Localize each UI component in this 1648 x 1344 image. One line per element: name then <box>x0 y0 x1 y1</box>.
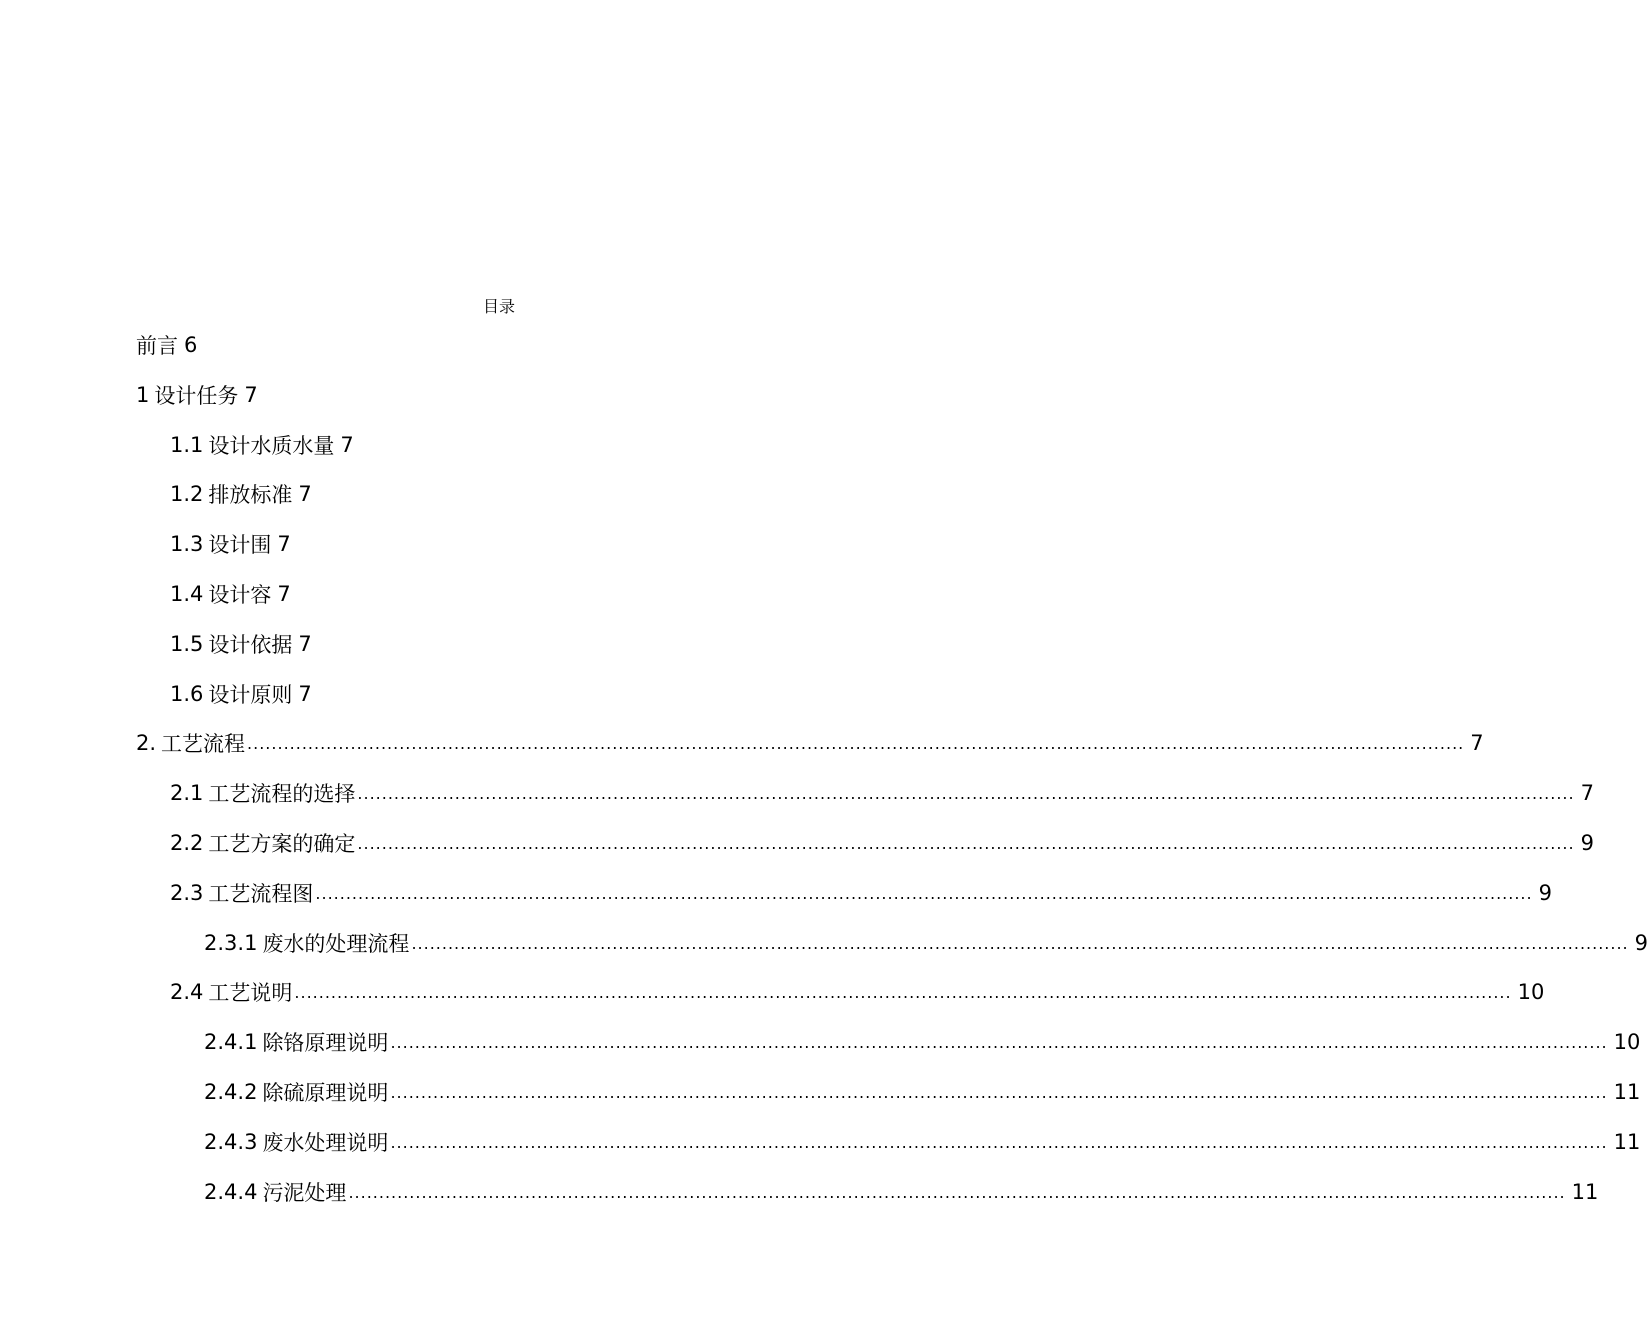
toc-entry-page-number: 7 <box>1580 781 1594 806</box>
toc-dot-leader: ........................................................................................................................................................................................................ <box>411 933 1629 953</box>
toc-entry-title: 工艺方案的确定 <box>208 832 356 856</box>
toc-entry-title: 前言 <box>136 334 178 358</box>
toc-entry-title: 废水的处理流程 <box>262 931 410 956</box>
toc-entry[interactable] <box>204 1167 1599 1217</box>
toc-entry[interactable] <box>204 918 1648 968</box>
toc-entry-title: 工艺流程的选择 <box>208 782 356 807</box>
toc-dot-leader: ........................................................................................................................................................................................................ <box>357 834 1575 853</box>
toc-entry-title: 污泥处理 <box>262 1180 347 1205</box>
toc-entry[interactable] <box>204 1117 1641 1167</box>
toc-entry[interactable] <box>170 768 1594 818</box>
toc-entry-title: 设计任务 <box>154 383 239 408</box>
toc-entry[interactable] <box>204 1017 1641 1067</box>
toc-entry-number: 2. <box>136 731 157 756</box>
toc-entry-page-number: 7 <box>244 382 258 407</box>
toc-entry-page-number: 10 <box>1613 1030 1641 1055</box>
toc-dot-leader: ........................................................................................................................................................................................................ <box>315 883 1533 903</box>
toc-entry-title: 除硫原理说明 <box>262 1081 389 1105</box>
toc-entry[interactable] <box>170 619 312 669</box>
toc-entry-title: 设计容 <box>208 583 272 607</box>
toc-entry-page-number: 7 <box>340 432 354 457</box>
toc-entry-page-number: 7 <box>277 582 291 606</box>
toc-entry-number: 1.6 <box>170 681 204 706</box>
toc-entry-number: 2.4.4 <box>204 1179 258 1204</box>
toc-entry-page-number: 7 <box>298 631 312 656</box>
toc-entry-number: 2.3 <box>170 880 204 905</box>
toc-dot-leader: ........................................................................................................................................................................................................ <box>390 1132 1608 1152</box>
toc-entry[interactable] <box>136 320 197 370</box>
toc-entry-number: 2.1 <box>170 781 204 806</box>
toc-entry[interactable] <box>170 868 1552 918</box>
toc-entry-page-number: 7 <box>298 681 312 706</box>
toc-entry[interactable] <box>170 519 291 569</box>
toc-entry[interactable] <box>170 669 312 719</box>
toc-dot-leader: ........................................................................................................................................................................................................ <box>390 1083 1608 1102</box>
toc-entry-number: 2.4.1 <box>204 1030 258 1055</box>
toc-entry-page-number: 9 <box>1580 831 1594 855</box>
toc-entry-page-number: 9 <box>1634 930 1648 955</box>
toc-entry[interactable] <box>136 370 258 420</box>
toc-entry-number: 1 <box>136 382 150 407</box>
toc-entry-title: 除铬原理说明 <box>262 1031 389 1056</box>
toc-entry-page-number: 11 <box>1613 1129 1641 1154</box>
toc-entry-title: 设计水质水量 <box>208 433 335 458</box>
toc-entry-number: 1.4 <box>170 582 204 606</box>
toc-dot-leader: ........................................................................................................................................................................................................ <box>357 784 1575 804</box>
toc-entry[interactable] <box>170 569 291 619</box>
toc-entry-number: 1.5 <box>170 631 204 656</box>
toc-entry[interactable] <box>170 469 312 519</box>
toc-entry-page-number: 7 <box>277 532 291 557</box>
toc-entry[interactable] <box>170 967 1545 1017</box>
toc-entry-title: 工艺流程 <box>161 732 246 757</box>
toc-entry-title: 设计依据 <box>208 632 293 657</box>
toc-dot-leader: ........................................................................................................................................................................................................ <box>348 1182 1566 1202</box>
toc-entry-page-number: 11 <box>1571 1179 1599 1204</box>
toc-entry-title: 工艺流程图 <box>208 881 314 906</box>
toc-entry-number: 2.3.1 <box>204 930 258 955</box>
toc-entry-number: 1.1 <box>170 432 204 457</box>
toc-entry[interactable] <box>170 420 354 470</box>
toc-entry-title: 设计围 <box>208 533 272 558</box>
toc-entry-page-number: 10 <box>1517 980 1545 1005</box>
toc-dot-leader: ........................................................................................................................................................................................................ <box>294 983 1512 1003</box>
toc-entry-number: 2.2 <box>170 831 204 855</box>
toc-entry-title: 工艺说明 <box>208 981 293 1006</box>
toc-entry-page-number: 7 <box>1470 731 1484 756</box>
toc-entry-number: 1.3 <box>170 532 204 557</box>
toc-entry-title: 设计原则 <box>208 682 293 707</box>
toc-entry-number: 1.2 <box>170 482 204 507</box>
toc-entry-page-number: 11 <box>1613 1080 1641 1104</box>
toc-entry-page-number: 7 <box>298 482 312 507</box>
toc-dot-leader: ........................................................................................................................................................................................................ <box>247 734 1465 754</box>
toc-title: 目录 <box>482 297 515 316</box>
toc-entry[interactable] <box>204 1067 1641 1117</box>
toc-entry-page-number: 6 <box>184 333 198 357</box>
toc-dot-leader: ........................................................................................................................................................................................................ <box>390 1033 1608 1053</box>
toc-entry-title: 废水处理说明 <box>262 1130 389 1155</box>
toc-entry-number: 2.4 <box>170 980 204 1005</box>
toc-entry-title: 排放标准 <box>208 483 293 508</box>
toc-entry-number: 2.4.3 <box>204 1129 258 1154</box>
toc-entry-number: 2.4.2 <box>204 1080 258 1104</box>
toc-entry-page-number: 9 <box>1538 880 1552 905</box>
toc-entry[interactable] <box>170 818 1594 868</box>
toc-entry[interactable] <box>136 718 1484 768</box>
